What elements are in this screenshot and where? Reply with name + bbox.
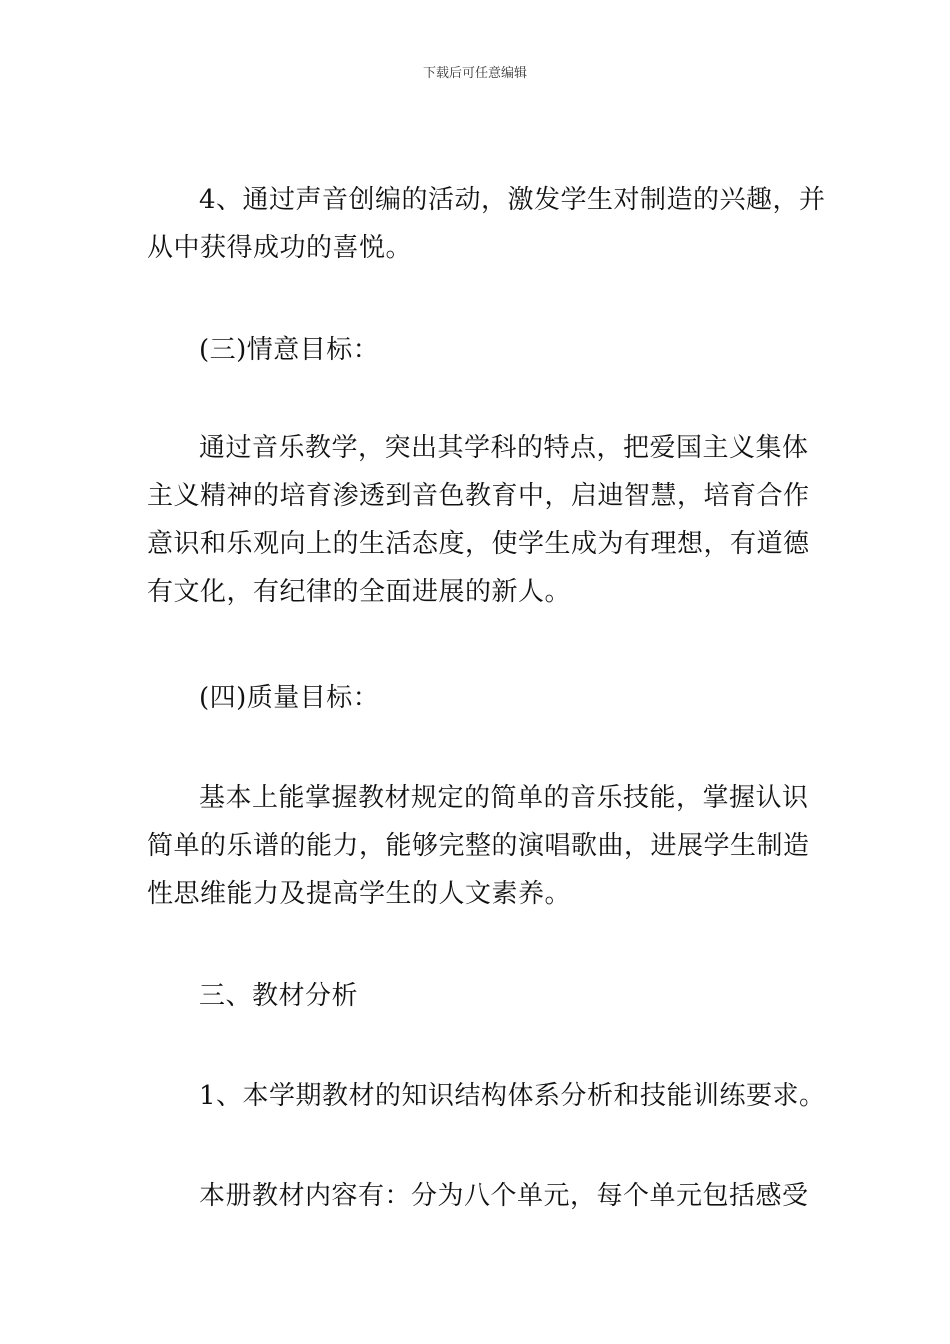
paragraph-line: 意识和乐观向上的生活态度，使学生成为有理想，有道德 [147,529,810,559]
heading-text: 1、本学期教材的知识结构体系分析和技能训练要求。 [199,1081,826,1111]
paragraph-quality-goals [147,774,810,918]
paragraph-line: 性思维能力及提高学生的人文素养。 [147,879,572,909]
heading-section-3 [147,972,807,1020]
paragraph-line: 有文化，有纪律的全面进展的新人。 [147,577,572,607]
paragraph-line: 从中获得成功的喜悦。 [147,233,413,263]
page-header: 下载后可任意编辑 [422,66,527,81]
paragraph-item-4 [147,176,826,272]
paragraph-line: 4、通过声音创编的活动，激发学生对制造的兴趣，并 [199,185,826,215]
paragraph-line: 本册教材内容有：分为八个单元，每个单元包括感受 [199,1181,809,1211]
paragraph-emotion-goals [147,424,810,616]
paragraph-line: 简单的乐谱的能力，能够完整的演唱歌曲，进展学生制造 [147,831,810,861]
heading-quality-goals [147,674,807,722]
heading-text: (四)质量目标： [199,683,380,713]
heading-text: (三)情意目标： [199,335,380,365]
heading-emotion-goals [147,326,807,374]
paragraph-line: 通过音乐教学，突出其学科的特点，把爱国主义集体 [199,433,809,463]
heading-text: 三、教材分析 [199,981,359,1011]
paragraph-line: 基本上能掌握教材规定的简单的音乐技能，掌握认识 [199,783,809,813]
paragraph-textbook-content [147,1172,807,1220]
paragraph-line: 主义精神的培育渗透到音色教育中，启迪智慧，培育合作 [147,481,810,511]
heading-subsection-1 [147,1072,826,1120]
